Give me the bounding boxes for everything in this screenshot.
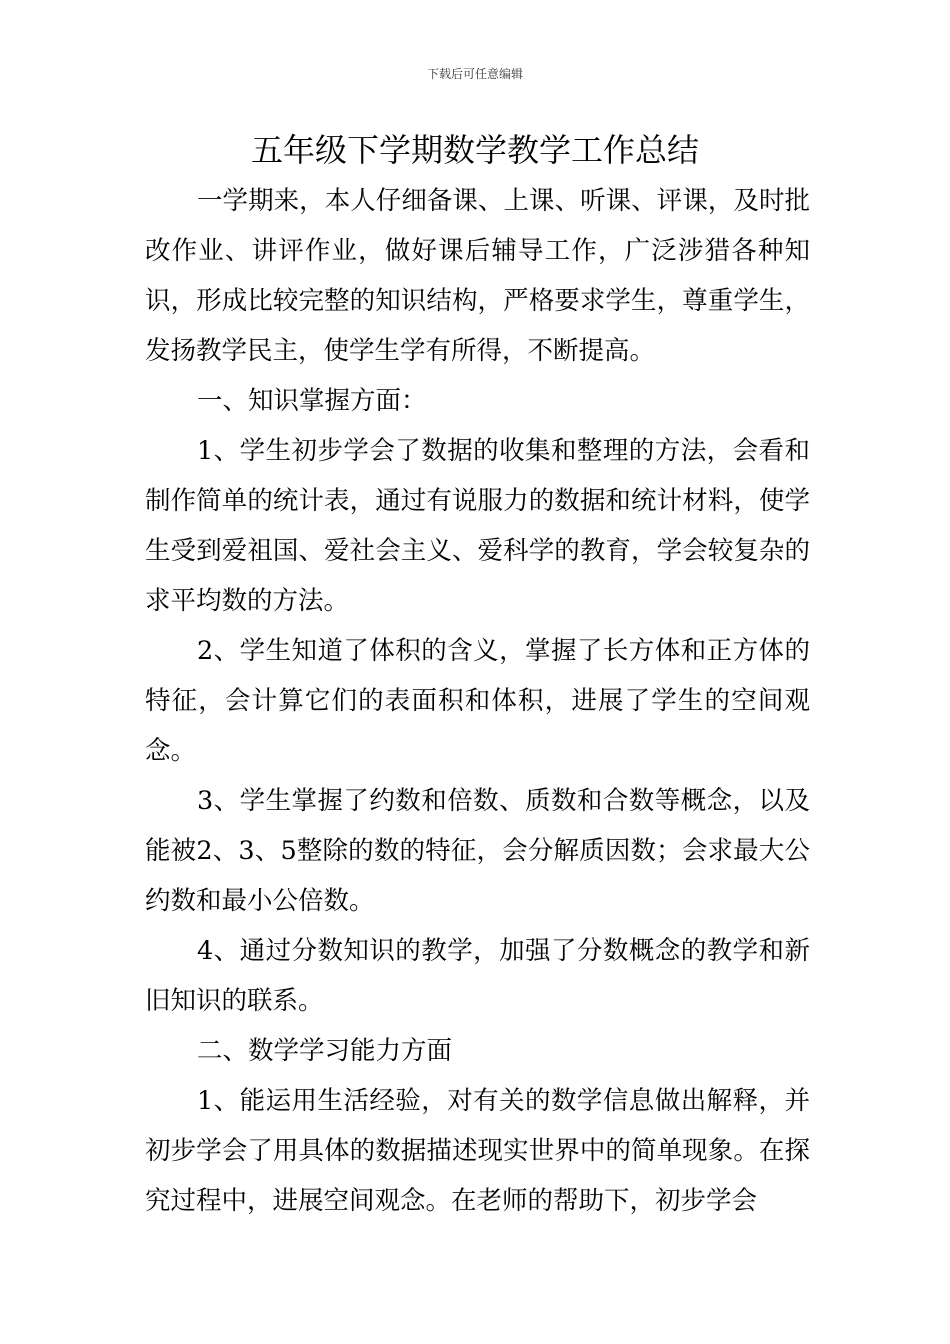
document-title: 五年级下学期数学教学工作总结 (250, 131, 699, 169)
knowledge-item-4: 4、通过分数知识的教学，加强了分数概念的教学和新旧知识的联系。 (145, 936, 810, 1016)
knowledge-item-2: 2、学生知道了体积的含义，掌握了长方体和正方体的特征，会计算它们的表面积和体积，进展了学生的空间观念。 (145, 636, 810, 766)
knowledge-item-3: 3、学生掌握了约数和倍数、质数和合数等概念，以及能被2、3、5整除的数的特征，会分解质因数；会求最大公约数和最小公倍数。 (145, 786, 810, 916)
header-note: 下载后可任意编辑 (426, 67, 523, 81)
intro-paragraph: 一学期来，本人仔细备课、上课、听课、评课，及时批改作业、讲评作业，做好课后辅导工作，广泛涉猎各种知识，形成比较完整的知识结构，严格要求学生，尊重学生，发扬教学民主，使学生学有所得，不断提高。 (145, 186, 810, 366)
section-heading-knowledge: 一、知识掌握方面： (197, 386, 427, 416)
section-heading-ability: 二、数学学习能力方面 (197, 1036, 453, 1066)
ability-item-1: 1、能运用生活经验，对有关的数学信息做出解释，并初步学会了用具体的数据描述现实世界中的简单现象。在探究过程中，进展空间观念。在老师的帮助下，初步学会 (145, 1086, 810, 1216)
knowledge-item-1: 1、学生初步学会了数据的收集和整理的方法，会看和制作简单的统计表，通过有说服力的数据和统计材料，使学生受到爱祖国、爱社会主义、爱科学的教育，学会较复杂的求平均数的方法。 (145, 436, 810, 616)
document-body (145, 176, 810, 1226)
